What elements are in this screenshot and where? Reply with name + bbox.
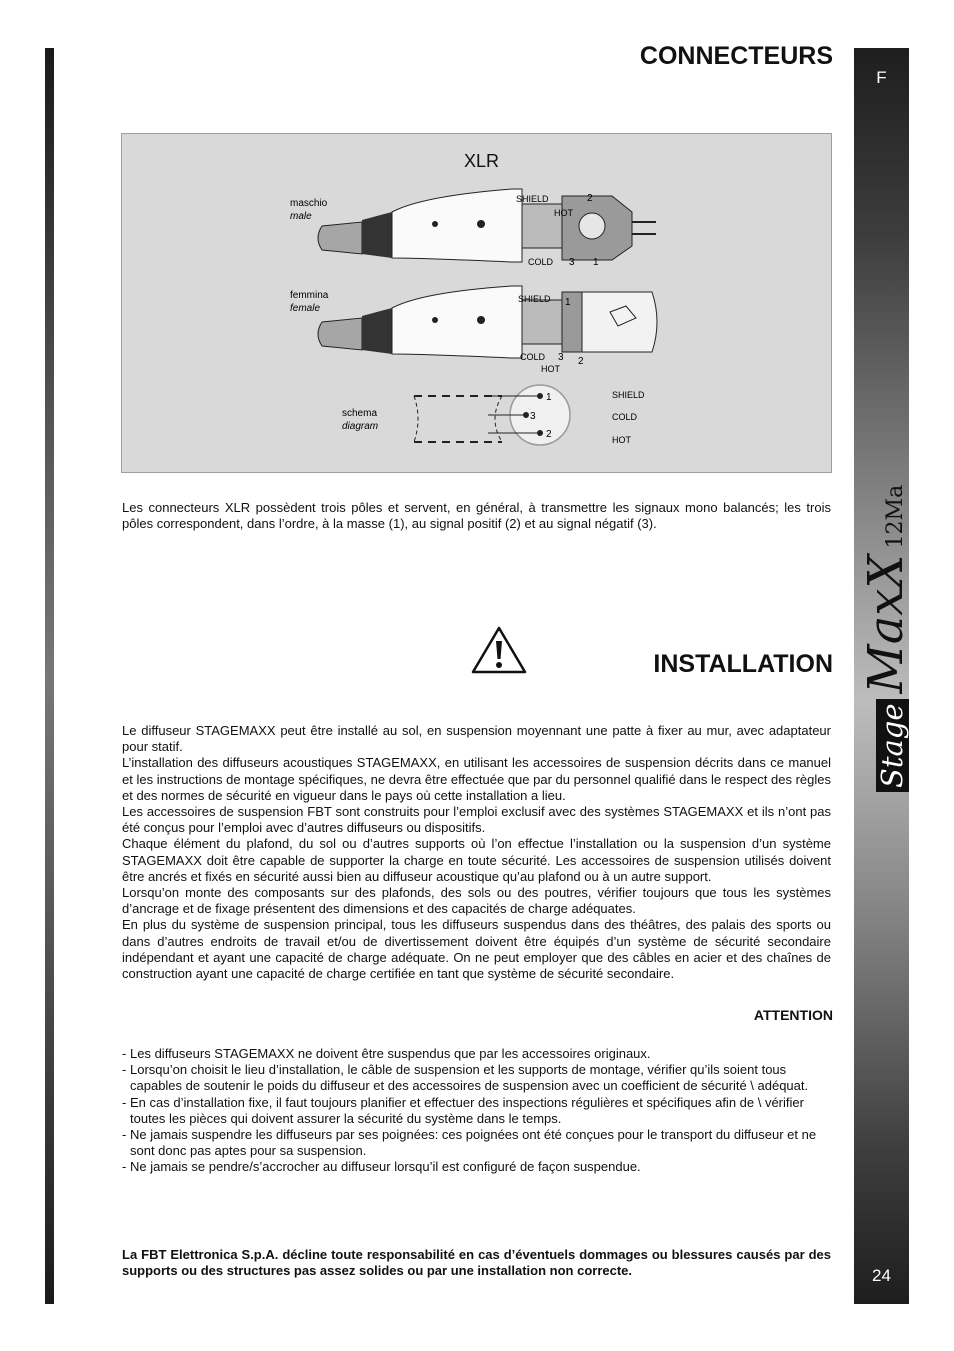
installation-paragraph: L’installation des diffuseurs acoustiques STAGEMAXX, en utilisant les accessoires de suspension décrits dans ce manuel et les instructions de montage spécifiques, ne devra être effectuée que par du personnel qualifié dans le respect des règles et des normes de sécurité en vigueur dans le pays où cette installation a lieu. — [122, 755, 831, 803]
section-title-installation: INSTALLATION — [653, 650, 833, 678]
female-pin2: 2 — [578, 356, 584, 367]
male-hot: HOT — [554, 208, 573, 218]
female-cold: COLD — [520, 352, 546, 362]
installation-text — [122, 723, 831, 982]
male-xlr-plug — [290, 189, 656, 268]
list-dash: - — [122, 1062, 127, 1078]
schema-shield: SHIELD — [612, 390, 645, 400]
connecteurs-text: Les connecteurs XLR possèdent trois pôles et servent, en général, à transmettre les signaux mono balancés; les trois pôles correspondent, dans l’ordre, à la masse (1), au signal positif (2) et au signal négatif (3). — [122, 500, 831, 532]
attention-heading: ATTENTION — [753, 1007, 833, 1023]
female-pin3: 3 — [558, 352, 564, 363]
female-label-it: femmina — [290, 290, 329, 301]
list-dash: - — [122, 1046, 127, 1061]
warning-triangle-icon — [471, 626, 527, 679]
attention-item — [122, 1127, 834, 1159]
installation-paragraph: Chaque élément du plafond, du sol ou d’autres supports où l’on effectue l’installation ou la suspension d’un système STAGEMAXX doit être capable de supporter la charge en toute sécurité. Les accessoires de suspension utilisés doivent être ancrés et fixés en sécurité aussi bien au diffuseur acoustique qu’au plafond ou à un autre support. — [122, 836, 831, 884]
attention-item-text: Ne jamais se pendre/s’accrocher au diffuseur lorsqu’il est configuré de façon suspendue. — [130, 1159, 641, 1175]
attention-item — [122, 1062, 834, 1094]
female-hot: HOT — [541, 364, 560, 374]
section-title-connecteurs: CONNECTEURS — [639, 42, 833, 70]
male-pin3: 3 — [569, 257, 575, 268]
schema-pin1: 1 — [546, 392, 552, 403]
xlr-schematic — [342, 385, 645, 445]
schema-label-en: diagram — [342, 421, 379, 432]
installation-paragraph: Lorsqu’on monte des composants sur des plafonds, des sols ou des poutres, vérifier toujours que tous les systèmes d’ancrage et de fixage présentent des dimensions et des capacités de charge adéquates. — [122, 885, 831, 917]
attention-item — [122, 1095, 834, 1127]
attention-item-text: Les diffuseurs STAGEMAXX ne doivent être suspendus que par les accessoires originaux. — [130, 1046, 651, 1061]
brand-model: 12Ma — [883, 484, 908, 549]
diagram-title: XLR — [464, 151, 500, 171]
female-xlr-jack — [290, 286, 657, 374]
female-label-en: female — [290, 303, 321, 314]
female-shield: SHIELD — [518, 294, 551, 304]
schema-pin2: 2 — [546, 429, 552, 440]
left-margin-bar — [45, 48, 54, 1304]
attention-item-text: Lorsqu’on choisit le lieu d’installation, le câble de suspension et les supports de montage, vérifier qu’ils soient tous capables de soutenir le poids du diffuseur et des accessoires de suspension avec un coefficient de sécurité \ adéquat. — [130, 1062, 809, 1094]
brand-maxx: MaxX — [858, 554, 914, 694]
female-pin1: 1 — [565, 297, 571, 308]
list-dash: - — [122, 1159, 127, 1175]
schema-cold: COLD — [612, 412, 638, 422]
male-label-en: male — [290, 211, 312, 222]
language-indicator: F — [876, 68, 887, 87]
male-pin1: 1 — [593, 257, 599, 268]
xlr-diagram — [121, 133, 832, 473]
schema-label-it: schema — [342, 408, 378, 419]
attention-item-text: Ne jamais suspendre les diffuseurs par ses poignées: ces poignées ont été conçues pour le transport du diffuseur et ne sont donc pas aptes pour sa suspension. — [130, 1127, 817, 1159]
brand-stage: Stage — [876, 699, 909, 792]
list-dash: - — [122, 1094, 127, 1110]
male-cold: COLD — [528, 257, 554, 267]
installation-paragraph: En plus du système de suspension principal, tous les diffuseurs suspendus dans des théâtres, des palais des sports ou dans d’autres endroits de travail et/ou de divertissement doivent être équipés d’un système de sécurité secondaire indépendant et ayant une capacité de charge adéquate. On ne peut employer que des câbles en acier et des chaînes de construction ayant une capacité de charge certifiée en tant que système de sécurité secondaire. — [122, 917, 831, 982]
attention-item — [122, 1159, 834, 1175]
schema-pin3: 3 — [530, 411, 536, 422]
disclaimer: La FBT Elettronica S.p.A. décline toute responsabilité en cas d’éventuels dommages ou blessures causés par des supports ou des structures pas assez solides ou par une installation non correcte. — [122, 1247, 831, 1279]
schema-hot: HOT — [612, 435, 631, 445]
attention-item — [122, 1046, 834, 1062]
attention-item-text: En cas d’installation fixe, il faut toujours planifier et effectuer des inspections régulières et spécifiques afin de \ vérifier toutes les pièces qui doivent assurer la sécurité du système dans le temps. — [130, 1094, 804, 1126]
male-label-it: maschio — [290, 198, 328, 209]
male-shield: SHIELD — [516, 194, 549, 204]
male-pin2: 2 — [587, 193, 593, 204]
installation-paragraph: Le diffuseur STAGEMAXX peut être installé au sol, en suspension moyennant une patte à fixer au mur, avec adaptateur pour statif. — [122, 723, 831, 755]
list-dash: - — [122, 1127, 127, 1143]
attention-list — [122, 1046, 834, 1176]
page-number: 24 — [872, 1266, 891, 1285]
installation-paragraph: Les accessoires de suspension FBT sont construits pour l’emploi exclusif avec des systèmes STAGEMAXX et ils n’ont pas été conçus pour l’emploi avec d’autres diffuseurs ou dispositifs. — [122, 804, 831, 836]
brand-logo — [858, 484, 914, 792]
